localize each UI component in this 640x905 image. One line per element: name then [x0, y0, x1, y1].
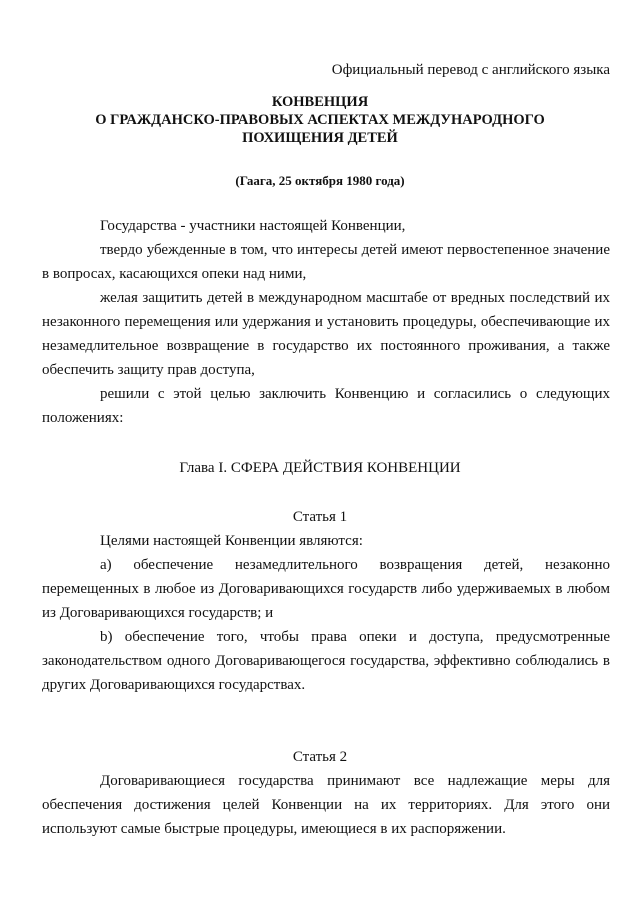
article-2-paragraph: Договаривающиеся государства принимают все надлежащие меры для обеспечения достижения целей Конвенции на их территориях. Для этого они используют самые быстрые процедуры, имеющиеся в их распоряжении.: [42, 773, 610, 837]
preamble-paragraph: твердо убежденные в том, что интересы детей имеют первостепенное значение в вопросах, касающихся опеки над ними,: [42, 242, 610, 282]
document-title-line-3: ПОХИЩЕНИЯ ДЕТЕЙ: [242, 130, 398, 146]
document-date: (Гаага, 25 октября 1980 года): [235, 173, 405, 188]
preamble-paragraph: решили с этой целью заключить Конвенцию и согласились о следующих положениях:: [42, 386, 610, 426]
document-title-line-1: КОНВЕНЦИЯ: [271, 94, 369, 110]
document-title-line-2: О ГРАЖДАНСКО-ПРАВОВЫХ АСПЕКТАХ МЕЖДУНАРОДНОГО: [95, 112, 545, 128]
article-2-heading: Статья 2: [292, 749, 348, 765]
article-1-paragraph: Целями настоящей Конвенции являются:: [100, 533, 363, 549]
article-1-paragraph: b) обеспечение того, чтобы права опеки и доступа, предусмотренные законодательством одного Договаривающегося государства, эффективно соблюдались в других Договаривающихся государствах.: [42, 629, 610, 693]
article-1-paragraph: a) обеспечение незамедлительного возвращения детей, незаконно перемещенных в любое из Договаривающихся государств либо удерживаемых в любом из Договаривающихся государств; и: [42, 557, 610, 621]
preamble-paragraph: желая защитить детей в международном масштабе от вредных последствий их незаконного перемещения или удержания и установить процедуры, обеспечивающие их незамедлительное возвращение в государство их постоянного проживания, а также обеспечить защиту прав доступа,: [42, 290, 610, 378]
article-1-heading: Статья 1: [292, 509, 348, 525]
translation-note: Официальный перевод с английского языка: [331, 62, 610, 78]
chapter-heading: Глава I. СФЕРА ДЕЙСТВИЯ КОНВЕНЦИИ: [179, 460, 461, 476]
preamble-paragraph: Государства - участники настоящей Конвенции,: [100, 218, 406, 234]
